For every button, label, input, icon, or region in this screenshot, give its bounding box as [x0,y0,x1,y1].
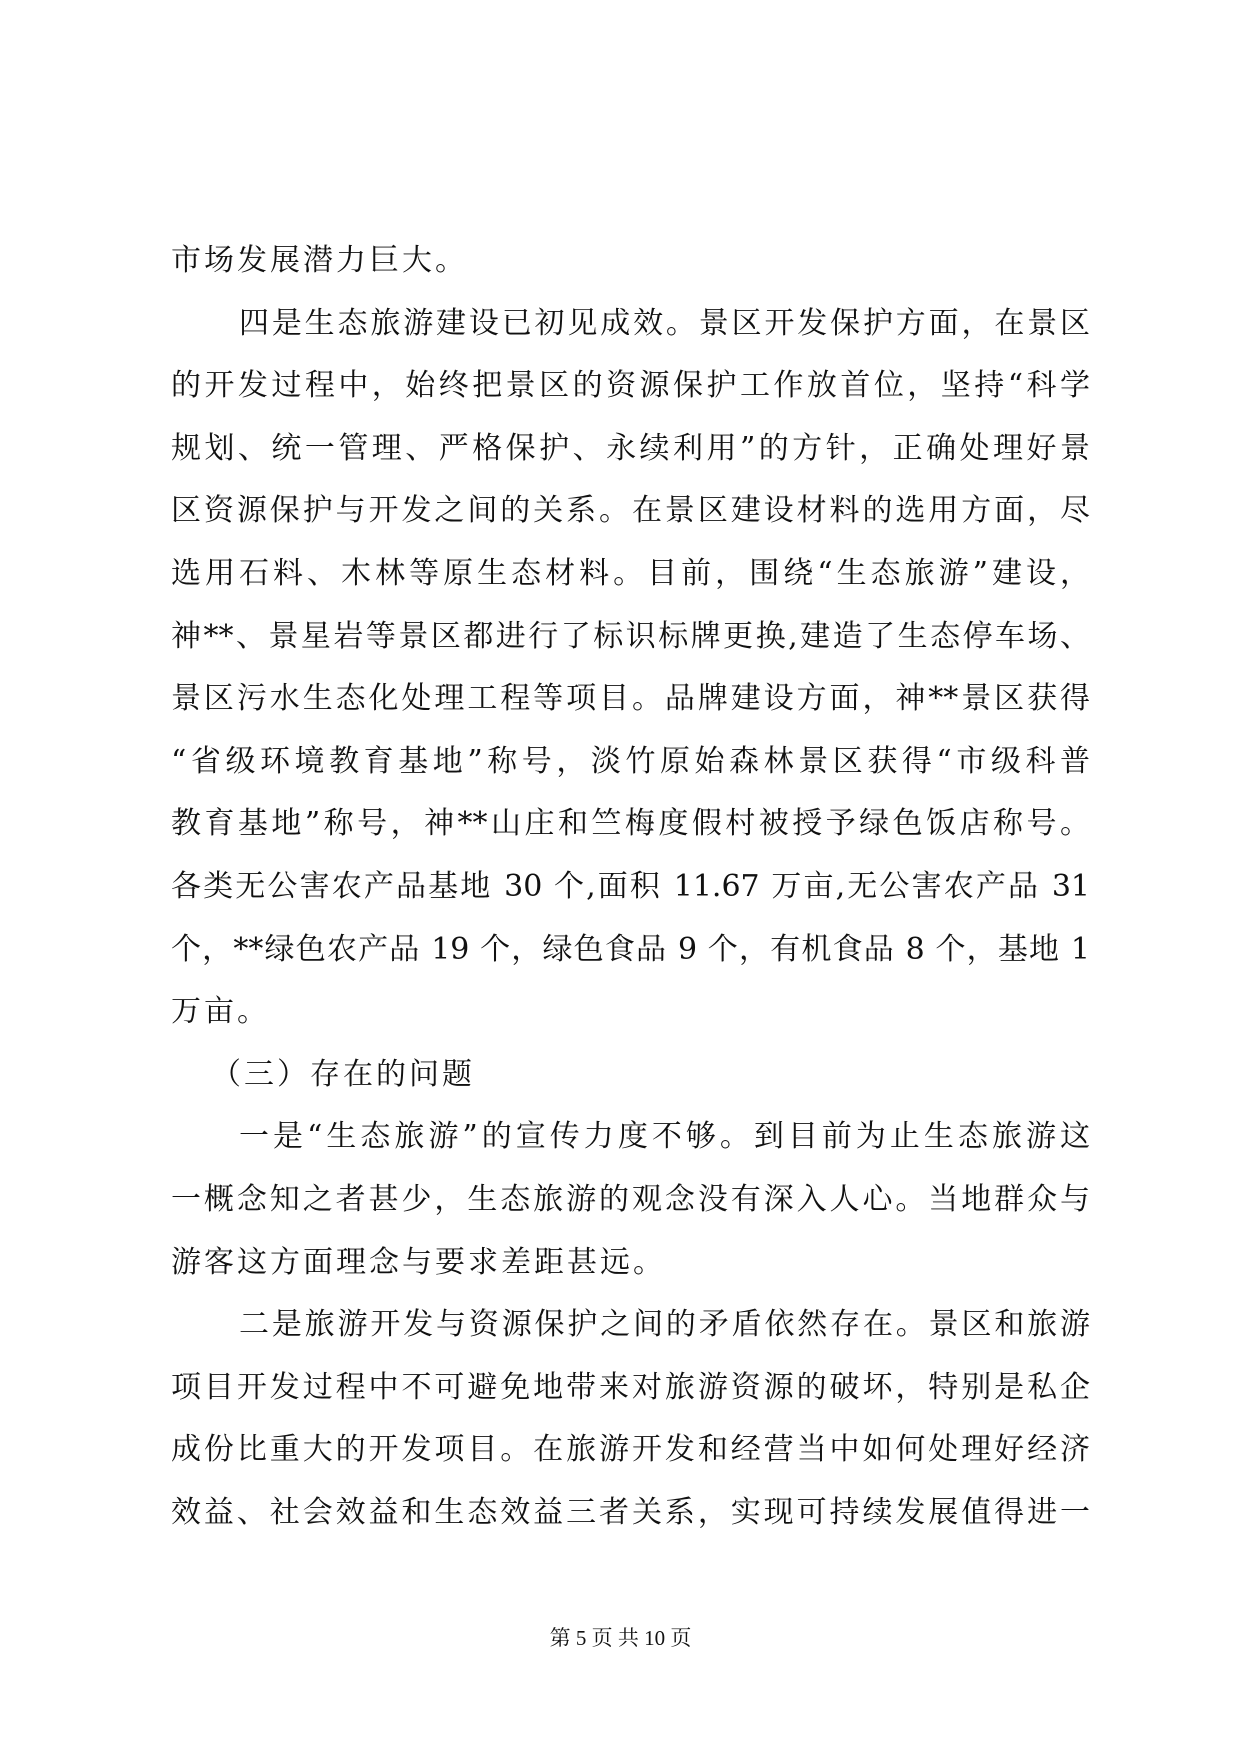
paragraph-line: 一概念知之者甚少，生态旅游的观念没有深入人心。当地群众与 [171,1181,1090,1217]
paragraph-line: 项目开发过程中不可避免地带来对旅游资源的破坏，特别是私企 [171,1369,1090,1405]
section-heading: （三）存在的问题 [211,1056,475,1092]
paragraph-line: 区资源保护与开发之间的关系。在景区建设材料的选用方面，尽 [171,493,1090,529]
paragraph-line: 一是“生态旅游”的宣传力度不够。到目前为止生态旅游这 [239,1119,1090,1155]
paragraph-line: 效益、社会效益和生态效益三者关系，实现可持续发展值得进一 [171,1494,1090,1530]
paragraph-line: “省级环境教育基地”称号，淡竹原始森林景区获得“市级科普 [171,743,1090,779]
paragraph-line: 个，**绿色农产品 19 个，绿色食品 9 个，有机食品 8 个，基地 1 [171,931,1090,967]
paragraph-line: 景区污水生态化处理工程等项目。品牌建设方面，神**景区获得 [171,681,1090,717]
paragraph-line: 规划、统一管理、严格保护、永续利用”的方针，正确处理好景 [171,430,1090,466]
paragraph-line: 教育基地”称号，神**山庄和竺梅度假村被授予绿色饭店称号。 [171,806,1090,842]
paragraph-line: 四是生态旅游建设已初见成效。景区开发保护方面，在景区 [239,305,1090,341]
paragraph-line: 各类无公害农产品基地 30 个,面积 11.67 万亩,无公害农产品 31 [171,868,1090,904]
paragraph-line: 的开发过程中，始终把景区的资源保护工作放首位，坚持“科学 [171,368,1090,404]
paragraph-line: 市场发展潜力巨大。 [171,243,468,278]
paragraph-line: 万亩。 [171,994,270,1030]
document-body [171,230,1090,1544]
paragraph-line: 游客这方面理念与要求差距甚远。 [171,1244,666,1280]
page-number-footer: 第 5 页 共 10 页 [549,1626,692,1650]
paragraph-line: 选用石料、木林等原生态材料。目前，围绕“生态旅游”建设， [171,555,1090,591]
paragraph-line: 神**、景星岩等景区都进行了标识标牌更换,建造了生态停车场、 [171,618,1090,654]
paragraph-line: 二是旅游开发与资源保护之间的矛盾依然存在。景区和旅游 [239,1307,1090,1343]
paragraph-line: 成份比重大的开发项目。在旅游开发和经营当中如何处理好经济 [171,1432,1090,1468]
